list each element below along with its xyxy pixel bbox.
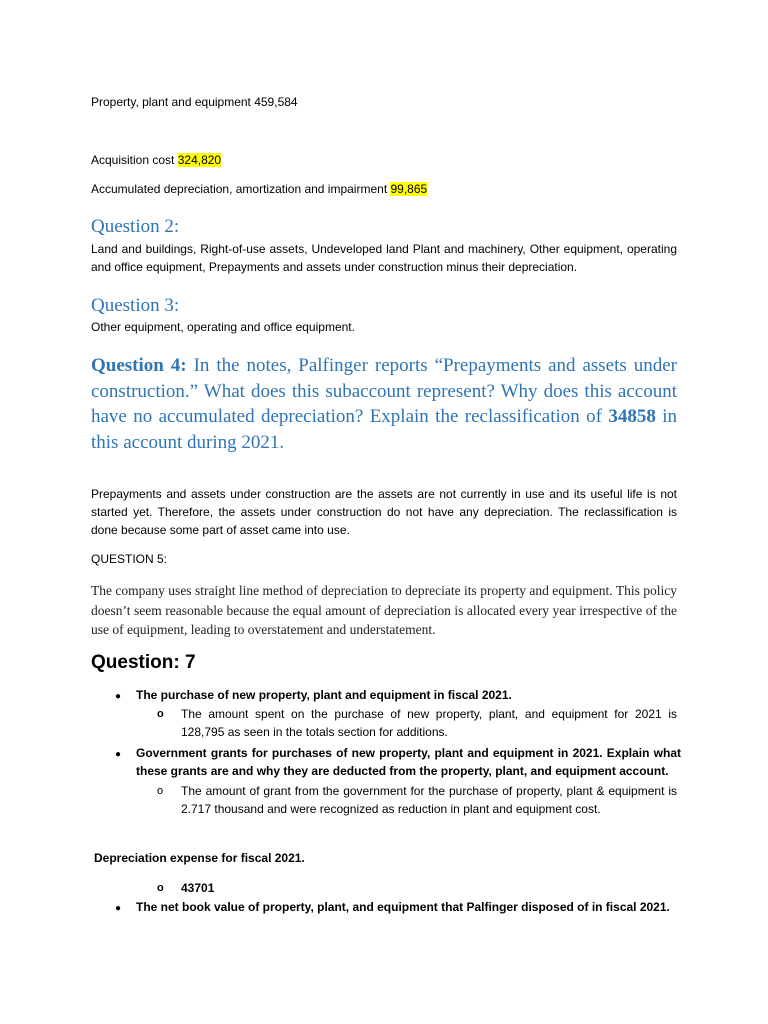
acquisition-cost-label: Acquisition cost <box>91 153 178 167</box>
sub-bullet-icon: o <box>157 882 164 894</box>
question-3-heading: Question 3: <box>91 295 180 316</box>
question-4-label: Question 4: <box>91 355 187 376</box>
bullet-icon: ● <box>115 691 122 702</box>
question-3-answer: Other equipment, operating and office equipment. <box>91 320 355 334</box>
q7-item-1-sub: The amount spent on the purchase of new property, plant, and equipment for 2021 is 128,795 as seen in the totals section for additions. <box>181 707 677 739</box>
q7-item-2: Government grants for purchases of new property, plant and equipment in 2021. Explain what these grants are and why they are deducted from the property, plant, and equipment account. <box>136 746 681 778</box>
question-2-heading: Question 2: <box>91 216 180 237</box>
q7-item-2-sub: The amount of grant from the government for the purchase of property, plant & equipment is 2.717 thousand and were recognized as reduction in plant and equipment cost. <box>181 784 677 816</box>
bullet-icon: ● <box>115 749 122 760</box>
acquisition-cost-line <box>91 151 677 169</box>
question-5-answer: The company uses straight line method of depreciation to depreciate its property and equipment. This policy doesn’t seem reasonable because the equal amount of depreciation is allocated every year irrespective of the use of equipment, leading to overstatement and understatement. <box>91 583 677 637</box>
question-7-heading: Question: 7 <box>91 652 196 673</box>
question-5-heading: QUESTION 5: <box>91 552 168 566</box>
depreciation-expense-label: Depreciation expense for fiscal 2021. <box>94 851 305 865</box>
question-4-number: 34858 <box>608 406 656 427</box>
question-4-text-b: in this account during 2021. <box>91 406 677 453</box>
q7-item-1: The purchase of new property, plant and equipment in fiscal 2021. <box>136 688 512 702</box>
ppe-line: Property, plant and equipment 459,584 <box>91 95 298 109</box>
acquisition-cost-value: 324,820 <box>177 153 222 167</box>
accumulated-depreciation-label: Accumulated depreciation, amortization and impairment <box>91 182 391 196</box>
q7-item-3: The net book value of property, plant, and equipment that Palfinger disposed of in fiscal 2021. <box>136 900 670 914</box>
sub-bullet-icon: o <box>157 708 164 720</box>
sub-bullet-icon: o <box>157 785 164 797</box>
question-4-prompt <box>91 353 677 455</box>
depreciation-expense-value: 43701 <box>181 881 215 895</box>
accumulated-depreciation-value: 99,865 <box>390 182 428 196</box>
accumulated-depreciation-line <box>91 180 677 198</box>
question-2-answer: Land and buildings, Right-of-use assets, Undeveloped land Plant and machinery, Other equipment, operating and office equipment, Prepayments and assets under construction minus their depreciation. <box>91 242 677 274</box>
question-4-answer: Prepayments and assets under construction are the assets are not currently in use and its useful life is not started yet. Therefore, the assets under construction do not have any depreciation. The reclassification is done because some part of asset came into use. <box>91 487 677 537</box>
bullet-icon: ● <box>115 903 122 914</box>
question-4-text-a: In the notes, Palfinger reports “Prepayments and assets under construction.” What does this subaccount represent? Why does this account have no accumulated depreciation? Explain the reclassification of <box>91 355 677 427</box>
